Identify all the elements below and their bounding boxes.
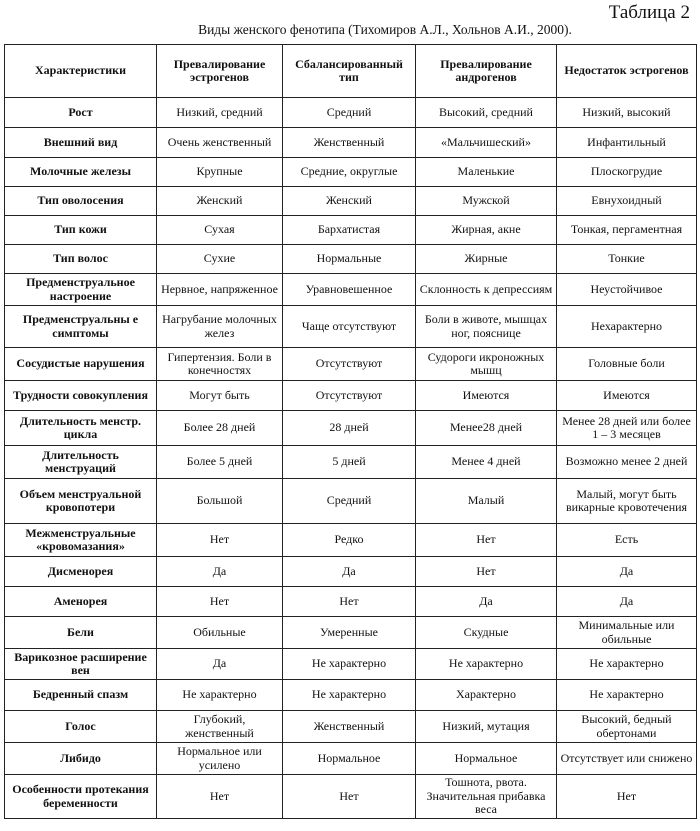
table-cell: Тонкая, пергаментная (557, 216, 697, 245)
table-cell: Головные боли (557, 348, 697, 381)
table-row (5, 98, 697, 128)
table-row (5, 743, 697, 775)
table-cell: Да (416, 587, 557, 617)
table-row (5, 348, 697, 381)
table-cell: 5 дней (283, 446, 416, 479)
table-cell: Маленькие (416, 158, 557, 187)
row-header-cell: Длительность менструаций (5, 446, 157, 479)
row-header-cell: Длительность менстр. цикла (5, 411, 157, 446)
table-cell: Более 28 дней (157, 411, 283, 446)
table-row (5, 680, 697, 711)
row-header-cell: Дисменорея (5, 557, 157, 587)
table-cell: Отсутствуют (283, 381, 416, 411)
table-cell: Нет (157, 524, 283, 557)
row-header-cell: Тип кожи (5, 216, 157, 245)
table-cell: Не характерно (416, 649, 557, 680)
table-cell: Нервное, напряженное (157, 274, 283, 306)
row-header-cell: Внешний вид (5, 128, 157, 158)
row-header-cell: Объем менструальной кровопотери (5, 479, 157, 524)
table-row (5, 187, 697, 216)
table-cell: Глубокий, женственный (157, 711, 283, 743)
row-header-cell: Либидо (5, 743, 157, 775)
table-cell: Средние, округлые (283, 158, 416, 187)
table-cell: Инфантильный (557, 128, 697, 158)
table-cell: Евнухоидный (557, 187, 697, 216)
table-cell: Да (557, 557, 697, 587)
table-cell: «Мальчишеский» (416, 128, 557, 158)
row-header-cell: Тип оволосения (5, 187, 157, 216)
table-row (5, 216, 697, 245)
table-cell: Склонность к депрессиям (416, 274, 557, 306)
table-row (5, 306, 697, 348)
table-cell: Чаще отсутствуют (283, 306, 416, 348)
table-cell: Нормальные (283, 245, 416, 274)
table-caption: Виды женского фенотипа (Тихомиров А.Л., Хольнов А.И., 2000). (198, 22, 572, 37)
table-cell: Гипертензия. Боли в конечностях (157, 348, 283, 381)
header-balanced-type: Сбалансированный тип (283, 45, 416, 98)
table-cell: Не характерно (557, 649, 697, 680)
table-cell: Нет (416, 557, 557, 587)
row-header-cell: Молочные железы (5, 158, 157, 187)
header-estrogen-deficiency: Недостаток эстрогенов (557, 45, 697, 98)
row-header-cell: Межменструальные «кровомазания» (5, 524, 157, 557)
table-cell: Нормальное или усилено (157, 743, 283, 775)
table-cell: Судороги икроножных мышц (416, 348, 557, 381)
table-cell: Минимальные или обильные (557, 617, 697, 649)
row-header-cell: Голос (5, 711, 157, 743)
table-cell: Низкий, высокий (557, 98, 697, 128)
table-cell: Нет (416, 524, 557, 557)
table-cell: Высокий, бедный обертонами (557, 711, 697, 743)
table-cell: Менее 4 дней (416, 446, 557, 479)
table-cell: Нормальное (416, 743, 557, 775)
table-cell: Плоскогрудие (557, 158, 697, 187)
table-row (5, 524, 697, 557)
row-header-cell: Тип волос (5, 245, 157, 274)
table-cell: Не характерно (157, 680, 283, 711)
table-cell: 28 дней (283, 411, 416, 446)
table-cell: Уравновешенное (283, 274, 416, 306)
table-cell: Характерно (416, 680, 557, 711)
table-row (5, 245, 697, 274)
table-cell: Не характерно (283, 649, 416, 680)
table-row (5, 617, 697, 649)
table-cell: Очень женственный (157, 128, 283, 158)
table-cell: Редко (283, 524, 416, 557)
row-header-cell: Аменорея (5, 587, 157, 617)
table-row (5, 274, 697, 306)
row-header-cell: Бедренный спазм (5, 680, 157, 711)
table-cell: Есть (557, 524, 697, 557)
table-cell: Малый (416, 479, 557, 524)
table-cell: Не характерно (557, 680, 697, 711)
table-cell: Да (557, 587, 697, 617)
table-cell: Да (157, 649, 283, 680)
table-row (5, 158, 697, 187)
table-cell: Нехарактерно (557, 306, 697, 348)
table-row (5, 446, 697, 479)
table-header-row (5, 45, 697, 98)
table-cell: Нагрубание молочных желез (157, 306, 283, 348)
table-cell: Умеренные (283, 617, 416, 649)
table-row (5, 649, 697, 680)
table-cell: Возможно менее 2 дней (557, 446, 697, 479)
table-cell: Да (157, 557, 283, 587)
table-cell: Высокий, средний (416, 98, 557, 128)
row-header-cell: Варикозное расширение вен (5, 649, 157, 680)
table-cell: Более 5 дней (157, 446, 283, 479)
row-header-cell: Рост (5, 98, 157, 128)
table-cell: Тошнота, рвота. Значительная прибавка веса (416, 775, 557, 819)
row-header-cell: Особенности протекания беременности (5, 775, 157, 819)
table-cell: Женственный (283, 711, 416, 743)
table-row (5, 411, 697, 446)
table-row (5, 479, 697, 524)
table-cell: Да (283, 557, 416, 587)
table-cell: Нет (157, 775, 283, 819)
row-header-cell: Сосудистые нарушения (5, 348, 157, 381)
table-cell: Жирные (416, 245, 557, 274)
row-header-cell: Трудности совокупления (5, 381, 157, 411)
table-cell: Низкий, средний (157, 98, 283, 128)
table-cell: Нормальное (283, 743, 416, 775)
table-body (5, 98, 697, 819)
table-cell: Не характерно (283, 680, 416, 711)
table-cell: Бархатистая (283, 216, 416, 245)
table-cell: Средний (283, 98, 416, 128)
header-androgen-dominance: Превалирование андрогенов (416, 45, 557, 98)
table-row (5, 587, 697, 617)
table-cell: Нет (557, 775, 697, 819)
table-number-label: Таблица 2 (608, 2, 690, 23)
table-cell: Средний (283, 479, 416, 524)
table-cell: Женский (283, 187, 416, 216)
table-cell: Обильные (157, 617, 283, 649)
table-cell: Мужской (416, 187, 557, 216)
table-cell: Тонкие (557, 245, 697, 274)
table-cell: Женственный (283, 128, 416, 158)
phenotype-table (4, 44, 697, 819)
table-cell: Неустойчивое (557, 274, 697, 306)
table-cell: Сухая (157, 216, 283, 245)
table-cell: Крупные (157, 158, 283, 187)
row-header-cell: Предменструальное настроение (5, 274, 157, 306)
table-cell: Менее 28 дней или более 1 – 3 месяцев (557, 411, 697, 446)
table-cell: Имеются (557, 381, 697, 411)
table-cell: Нет (157, 587, 283, 617)
table-row (5, 557, 697, 587)
table-cell: Малый, могут быть викарные кровотечения (557, 479, 697, 524)
table-cell: Могут быть (157, 381, 283, 411)
table-cell: Жирная, акне (416, 216, 557, 245)
table-cell: Имеются (416, 381, 557, 411)
table-cell: Менее28 дней (416, 411, 557, 446)
table-cell: Нет (283, 587, 416, 617)
table-cell: Отсутствуют (283, 348, 416, 381)
table-cell: Женский (157, 187, 283, 216)
header-estrogen-dominance: Превалирование эстрогенов (157, 45, 283, 98)
table-cell: Боли в животе, мышцах ног, пояснице (416, 306, 557, 348)
table-cell: Отсутствует или снижено (557, 743, 697, 775)
row-header-cell: Предменструальны е симптомы (5, 306, 157, 348)
table-cell: Низкий, мутация (416, 711, 557, 743)
table-row (5, 381, 697, 411)
row-header-cell: Бели (5, 617, 157, 649)
table-cell: Большой (157, 479, 283, 524)
table-cell: Скудные (416, 617, 557, 649)
header-characteristics: Характеристики (5, 45, 157, 98)
table-cell: Сухие (157, 245, 283, 274)
table-cell: Нет (283, 775, 416, 819)
table-row (5, 128, 697, 158)
table-row (5, 711, 697, 743)
table-row (5, 775, 697, 819)
